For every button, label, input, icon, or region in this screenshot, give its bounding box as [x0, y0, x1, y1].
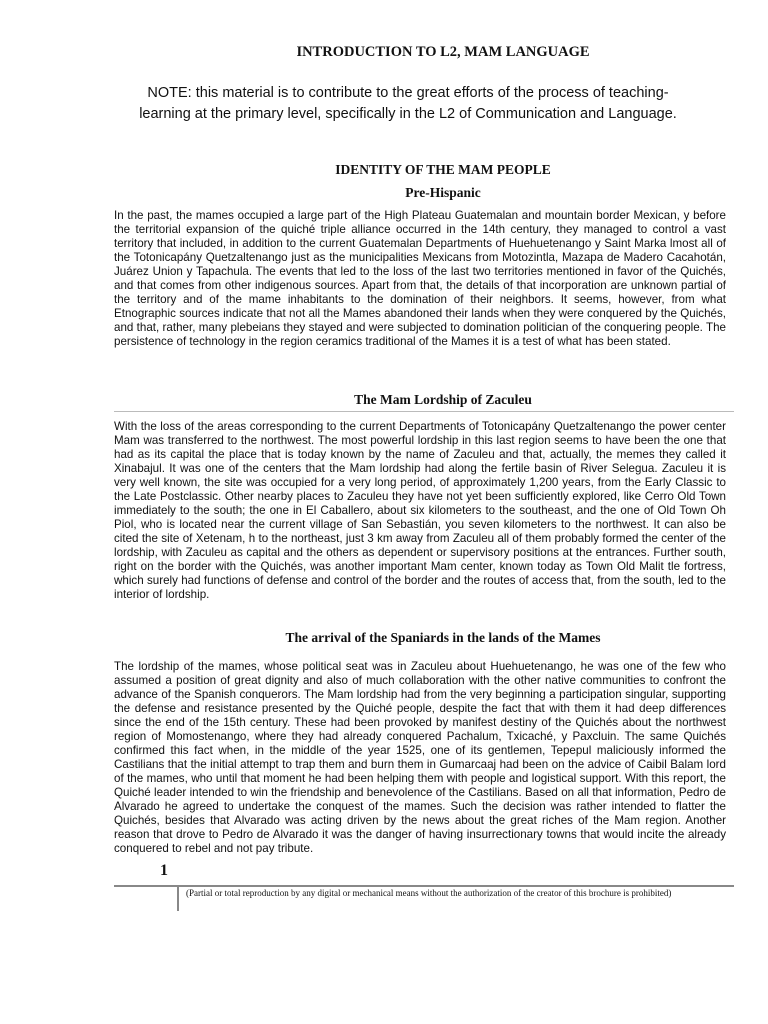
footer-divider — [177, 887, 179, 911]
footer-notice: (Partial or total reproduction by any digital or mechanical means without the authorization of the creator of this brochure is prohibited) — [186, 888, 672, 898]
document-title: INTRODUCTION TO L2, MAM LANGUAGE — [296, 44, 590, 60]
paragraph-zaculeu — [114, 420, 726, 602]
paragraph-prehispanic — [114, 209, 726, 349]
page-number: 1 — [160, 862, 168, 879]
paragraph-text: In the past, the mames occupied a large part of the High Plateau Guatemalan and mountain border Mexican, y before the territorial expansion of the quiché triple alliance occurred in the 14th century, they managed to control a vast territory that included, in addition to the current Guatemalan Departments of Huehuetenango y Saint Marka lmost all of the Totonicapány Quetzaltenango just as the municipalities Mexicans from Motozintla, Mazapa de Madero Cacahotán, Juárez Union y Tapachula. The events that led to the loss of the last two territories mentioned in favor of the Quichés, and that comes from other indigenous sources. Apart from that, the details of that incorporation are unknown partial of the territory and of the mame inhabitants to the domination of their neighbors. It seems, however, from what Etnographic sources indicate that not all the Mames abandoned their lands when they were conquered by the Quichés, and that, rather, many plebeians they stayed and were subjected to domination politician of the conquering people. The persistence of technology in the region ceramics traditional of the Mames it is a test of what has been stated. — [114, 209, 726, 348]
section-heading-spaniards: The arrival of the Spaniards in the lands of the Mames — [285, 630, 601, 645]
section-heading-zaculeu: The Mam Lordship of Zaculeu — [354, 392, 532, 407]
paragraph-text: The lordship of the mames, whose political seat was in Zaculeu about Huehuetenango, he was one of the few who assumed a position of great dignity and also of much collaboration with the other native communities to confront the advance of the Spanish conquerors. The Mam lordship had from the very beginning a participation singular, supporting the defense and resistance presented by the Quiché people, despite the fact that with them it had deep differences since the end of the 15th century. These had been provoked by manifest destiny of the Quichés about the northwest region of Momostenango, where they had already conquered Pachalum, Txicaché, y Paxcluin. The same Quichés confirmed this fact when, in the middle of the year 1525, one of its gentlemen, Tepepul maliciously informed the Castilians that the initial attempt to trap them and burn them in Gumarcaaj had been on the advice of Caibil Balam lord of the mames, who until that moment he had been helping them with people and logistical support. With this report, the Quiché leader intended to win the friendship and benevolence of the Castilians. Based on all that information, Pedro de Alvarado he agreed to undertake the conquest of the mames. Such the decision was rather intended to flatter the Quichés, besides that Alvarado was acting driven by the news about the great riches of the Mam region. Another reason that drove to Pedro de Alvarado it was the danger of having insurrectionary towns that would incite the already conquered to rebel and not pay tribute. — [114, 660, 726, 855]
footer-rule — [114, 885, 734, 887]
paragraph-spaniards — [114, 660, 726, 856]
section-heading-identity: IDENTITY OF THE MAM PEOPLE — [335, 162, 551, 177]
intro-note: NOTE: this material is to contribute to the great efforts of the process of teaching-learning at the primary level, specifically in the L2 of Communication and Language. — [139, 85, 677, 122]
divider — [114, 411, 734, 412]
paragraph-text: With the loss of the areas corresponding to the current Departments of Totonicapány Quetzaltenango the power center Mam was transferred to the northwest. The most powerful lordship in this last region seems to have been the one that had as its capital the place that is today known by the name of Zaculeu and that, actually, the memes they called it Xinabajul. It was one of the centers that the Mam lordship had along the fertile basin of River Selegua. Zaculeu it is very well known, the site was occupied for a very long period, of approximately 1,200 years, from the Early Classic to the Late Postclassic. Other nearby places to Zaculeu they have not yet been sufficiently explored, like Cerro Old Town immediately to the south; the one in El Caballero, about six kilometers to the southeast, and the one of Old Town Oh Piol, who is located near the current village of San Sebastián, you seven kilometers to the northwest. It can also be cited the site of Xetenam, h to the northeast, just 3 km away from Zaculeu all of them probably formed the center of the lordship, with Zaculeu as capital and the others as dependent or supervisory positions at the entrances. Further south, right on the border with the Quichés, was another important Mam center, known today as Town Old Malit tle fortress, which surely had functions of defense and control of the border and the routes of access that, from the south, led to the interior of lordship. — [114, 420, 726, 601]
section-subheading-prehispanic: Pre-Hispanic — [405, 185, 481, 200]
